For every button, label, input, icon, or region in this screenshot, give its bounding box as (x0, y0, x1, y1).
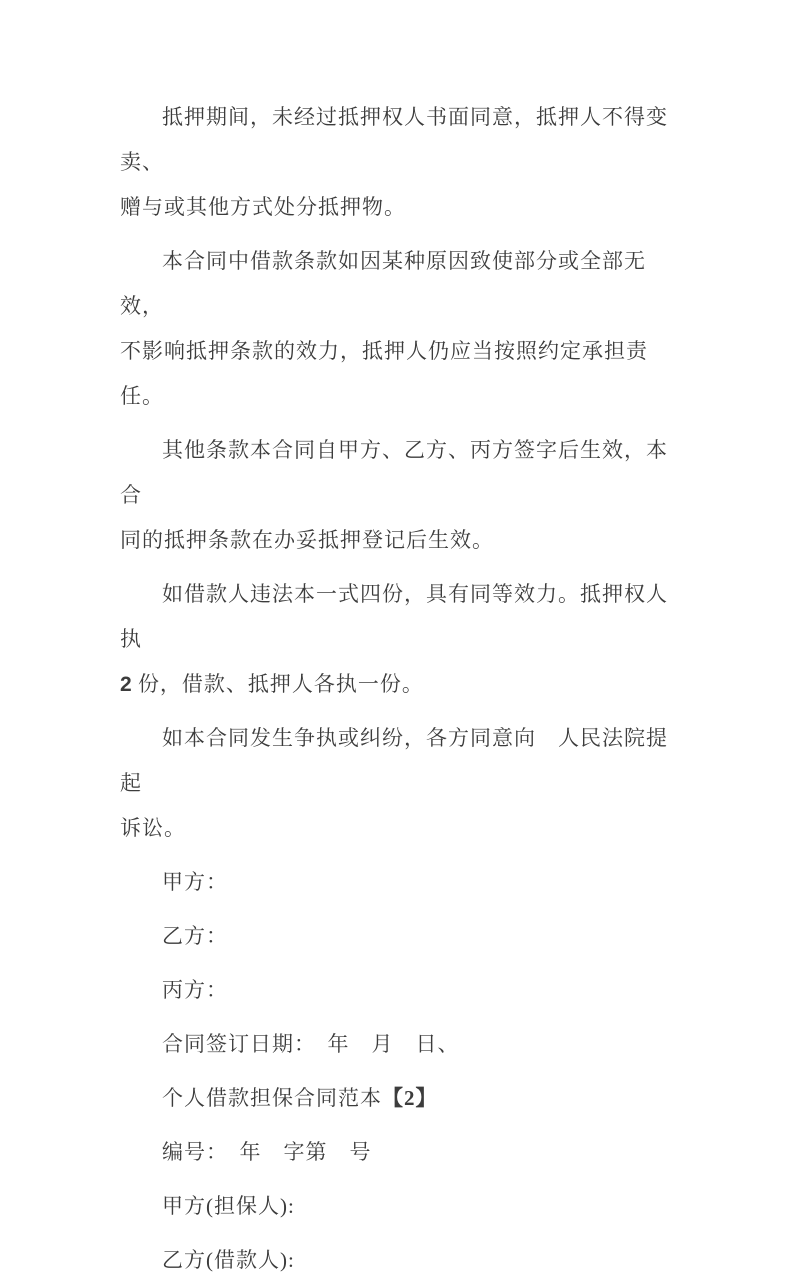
paragraph-signing-date (120, 1022, 687, 1067)
text-line: 抵押期间，未经过抵押权人书面同意，抵押人不得变卖、 (120, 105, 668, 174)
paragraph-party-a (120, 860, 687, 905)
paragraph-other-terms (120, 428, 687, 563)
serial-number-label: 编号： 年 字第 号 (162, 1140, 372, 1164)
paragraph-mortgage-period (120, 95, 687, 230)
paragraph-dispute (120, 716, 687, 851)
paragraph-borrower (120, 1238, 687, 1283)
template-title-text: 个人借款担保合同范本 (162, 1086, 382, 1110)
text-line: 赠与或其他方式处分抵押物。 (120, 195, 406, 219)
signing-date-label: 合同签订日期： 年 月 日、 (162, 1032, 460, 1056)
borrower-label: 乙方(借款人): (162, 1248, 295, 1272)
paragraph-invalid-clause (120, 239, 687, 419)
text-line: 不影响抵押条款的效力，抵押人仍应当按照约定承担责任。 (120, 339, 648, 408)
text-line: 诉讼。 (120, 816, 186, 840)
template-title (120, 1076, 687, 1121)
paragraph-guarantor (120, 1184, 687, 1229)
text-line-rest: 份，借款、抵押人各执一份。 (131, 672, 424, 696)
party-a-label: 甲方： (162, 870, 228, 894)
paragraph-party-c (120, 968, 687, 1013)
text-line: 其他条款本合同自甲方、乙方、丙方签字后生效，本合 (120, 438, 668, 507)
guarantor-label: 甲方(担保人): (162, 1194, 295, 1218)
text-line: 本合同中借款条款如因某种原因致使部分或全部无效， (120, 249, 646, 318)
template-number-badge: 【2】 (382, 1086, 438, 1110)
copies-count: 2 (120, 673, 132, 696)
text-line: 如借款人违法本一式四份，具有同等效力。抵押权人执 (120, 582, 668, 651)
party-c-label: 丙方： (162, 978, 228, 1002)
paragraph-serial-number (120, 1130, 687, 1175)
text-line (120, 662, 687, 707)
paragraph-template-title (120, 1076, 687, 1121)
paragraph-party-b (120, 914, 687, 959)
text-line: 同的抵押条款在办妥抵押登记后生效。 (120, 528, 494, 552)
party-b-label: 乙方： (162, 924, 228, 948)
text-line: 如本合同发生争执或纠纷，各方同意向 人民法院提起 (120, 726, 668, 795)
paragraph-copies (120, 572, 687, 707)
